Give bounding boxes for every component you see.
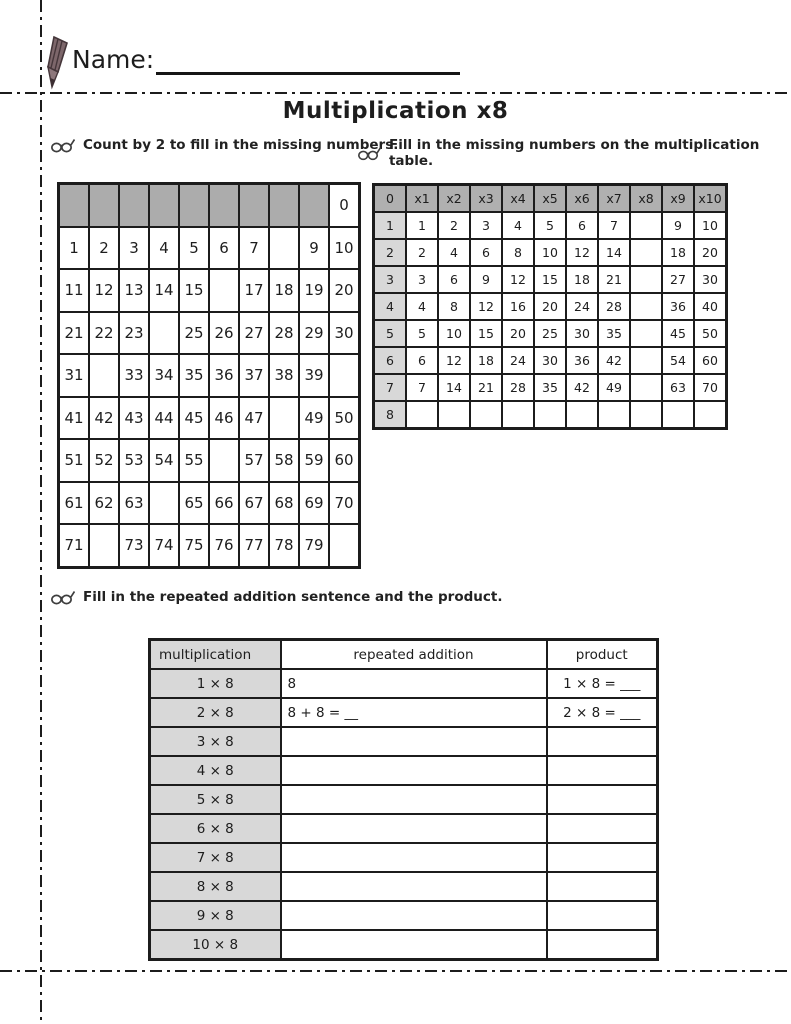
mult-table-product-cell: 42 [598,347,630,374]
ra-table-row [150,727,658,756]
count-grid-number-cell: 75 [179,524,209,567]
mult-table-product-cell: 1 [406,212,438,239]
count-grid-shaded-cell [119,184,149,227]
mult-table-product-cell: 20 [534,293,566,320]
mult-table-product-cell: 15 [534,266,566,293]
ra-table-row [150,930,658,960]
ra-addition-blank-cell[interactable] [281,727,547,756]
mult-table-missing-cell[interactable] [630,320,662,347]
count-grid-number-cell: 46 [209,397,239,440]
count-grid-number-cell: 47 [239,397,269,440]
ra-product-cell: 1 × 8 = ___ [547,669,658,698]
count-grid-shaded-cell [269,184,299,227]
mult-table-product-cell: 28 [598,293,630,320]
mult-table-product-cell: 20 [694,239,727,266]
mult-table-product-cell: 35 [598,320,630,347]
count-grid-number-cell: 65 [179,482,209,525]
mult-table-product-cell: 5 [534,212,566,239]
mult-table-product-cell: 14 [438,374,470,401]
mult-table-header-cell: x5 [534,185,566,213]
count-grid-shaded-cell [59,184,90,227]
mult-table-product-cell: 5 [406,320,438,347]
ra-addition-blank-cell[interactable] [281,756,547,785]
mult-table-product-cell: 30 [566,320,598,347]
multiplication-table [372,183,728,430]
ra-addition-blank-cell[interactable] [281,843,547,872]
mult-table-product-cell: 30 [694,266,727,293]
count-grid-number-cell: 49 [299,397,329,440]
mult-table-missing-cell[interactable] [534,401,566,429]
count-grid-number-cell: 67 [239,482,269,525]
mult-table-missing-cell[interactable] [630,293,662,320]
mult-table-row-label: 3 [374,266,407,293]
mult-table-product-cell: 14 [598,239,630,266]
count-grid-number-cell: 13 [119,269,149,312]
ra-multiplication-cell: 1 × 8 [150,669,281,698]
count-grid-number-cell: 27 [239,312,269,355]
mult-table-instruction: Fill in the missing numbers on the multiplication table. [388,137,760,169]
mult-table-missing-cell[interactable] [630,401,662,429]
count-grid-number-cell: 7 [239,227,269,270]
count-grid-number-cell: 34 [149,354,179,397]
ra-table-row [150,756,658,785]
count-grid-number-cell: 53 [119,439,149,482]
mult-table-product-cell: 36 [566,347,598,374]
mult-table-instruction-row [357,137,791,169]
count-grid-number-cell: 14 [149,269,179,312]
mult-table-product-cell: 6 [406,347,438,374]
count-grid-number-cell: 29 [299,312,329,355]
count-grid-number-cell: 12 [89,269,119,312]
mult-table-missing-cell[interactable] [662,401,694,429]
count-grid-number-cell: 68 [269,482,299,525]
ra-table-row [150,785,658,814]
count-grid-number-cell: 59 [299,439,329,482]
mult-table-product-cell: 54 [662,347,694,374]
glasses-icon [357,145,381,161]
count-grid-number-cell: 36 [209,354,239,397]
mult-table-header-cell: x8 [630,185,662,213]
ra-multiplication-cell: 8 × 8 [150,872,281,901]
count-grid-number-cell: 52 [89,439,119,482]
count-grid-instruction: Count by 2 to fill in the missing numbers. [83,137,399,153]
ra-table-body [150,640,658,960]
ra-table-header-product: product [547,640,658,670]
mult-table-missing-cell[interactable] [630,266,662,293]
mult-table-product-cell: 70 [694,374,727,401]
ra-addition-blank-cell[interactable] [281,785,547,814]
repeated-addition-instruction-row [50,589,502,605]
ra-multiplication-cell: 4 × 8 [150,756,281,785]
count-grid-number-cell: 30 [329,312,360,355]
mult-table-product-cell: 12 [438,347,470,374]
count-grid-body [59,184,360,568]
mult-table-product-cell: 6 [470,239,502,266]
mult-table-product-cell: 16 [502,293,534,320]
count-grid-number-cell: 11 [59,269,90,312]
count-grid-number-cell: 1 [59,227,90,270]
mult-table-body [374,185,727,429]
ra-addition-blank-cell[interactable] [281,901,547,930]
count-grid-number-cell: 74 [149,524,179,567]
bottom-divider-line [0,970,791,972]
page-title: Multiplication x8 [282,98,509,124]
count-grid-number-cell: 43 [119,397,149,440]
ra-table-row [150,669,658,698]
count-grid-number-cell: 71 [59,524,90,567]
count-grid-number-cell: 70 [329,482,360,525]
glasses-icon [50,137,75,153]
mult-table-product-cell: 9 [662,212,694,239]
count-grid-number-cell: 21 [59,312,90,355]
mult-table-product-cell: 49 [598,374,630,401]
count-grid-missing-cell[interactable] [149,482,179,525]
pencil-icon [46,34,72,92]
ra-multiplication-cell: 6 × 8 [150,814,281,843]
count-grid-number-cell: 3 [119,227,149,270]
count-grid-shaded-cell [149,184,179,227]
mult-table-row-label: 4 [374,293,407,320]
ra-addition-blank-cell[interactable] [281,872,547,901]
mult-table-product-cell: 60 [694,347,727,374]
count-grid-number-cell: 62 [89,482,119,525]
count-grid-number-cell: 31 [59,354,90,397]
mult-table-product-cell: 50 [694,320,727,347]
count-grid-number-cell: 41 [59,397,90,440]
ra-product-blank-cell[interactable] [547,872,658,901]
ra-table-header-repeated-addition: repeated addition [281,640,547,670]
count-grid-number-cell: 6 [209,227,239,270]
mult-table-product-cell: 2 [406,239,438,266]
count-grid-number-cell: 18 [269,269,299,312]
mult-table-missing-cell[interactable] [630,239,662,266]
count-grid-number-cell: 54 [149,439,179,482]
name-label: Name: [72,45,155,74]
count-grid-number-cell: 60 [329,439,360,482]
count-grid-number-cell: 35 [179,354,209,397]
mult-table-row-label: 8 [374,401,407,429]
count-grid-number-cell: 4 [149,227,179,270]
ra-table-row [150,698,658,727]
ra-table-row [150,901,658,930]
count-grid-missing-cell[interactable] [89,524,119,567]
count-grid-number-cell: 37 [239,354,269,397]
mult-table-product-cell: 8 [502,239,534,266]
glasses-icon [50,589,75,605]
count-grid-number-cell: 73 [119,524,149,567]
count-grid-number-cell: 69 [299,482,329,525]
count-grid-missing-cell[interactable] [209,269,239,312]
mult-table-row-label: 5 [374,320,407,347]
count-grid-number-cell: 55 [179,439,209,482]
count-grid-number-cell: 10 [329,227,360,270]
ra-product-blank-cell[interactable] [547,814,658,843]
mult-table-header-cell: 0 [374,185,407,213]
mult-table-header-cell: x4 [502,185,534,213]
ra-multiplication-cell: 10 × 8 [150,930,281,960]
mult-table-product-cell: 63 [662,374,694,401]
ra-multiplication-cell: 2 × 8 [150,698,281,727]
count-by-grid [57,182,361,569]
mult-table-product-cell: 36 [662,293,694,320]
count-grid-number-cell: 42 [89,397,119,440]
mult-table-product-cell: 18 [662,239,694,266]
count-grid-number-cell: 44 [149,397,179,440]
mult-table-missing-cell[interactable] [630,212,662,239]
mult-table-missing-cell[interactable] [566,401,598,429]
mult-table-product-cell: 35 [534,374,566,401]
count-grid-number-cell: 61 [59,482,90,525]
mult-table-header-cell: x9 [662,185,694,213]
count-grid-missing-cell[interactable] [269,397,299,440]
count-grid-number-cell: 57 [239,439,269,482]
count-grid-number-cell: 9 [299,227,329,270]
mult-table-row-label: 7 [374,374,407,401]
mult-table-product-cell: 27 [662,266,694,293]
mult-table-product-cell: 20 [502,320,534,347]
count-grid-missing-cell[interactable] [209,439,239,482]
ra-product-blank-cell[interactable] [547,843,658,872]
mult-table-product-cell: 8 [438,293,470,320]
count-grid-number-cell: 15 [179,269,209,312]
mult-table-header-cell: x7 [598,185,630,213]
name-row [72,44,460,75]
mult-table-product-cell: 7 [406,374,438,401]
ra-multiplication-cell: 7 × 8 [150,843,281,872]
ra-addition-blank-cell[interactable] [281,930,547,960]
ra-table-row [150,814,658,843]
count-grid-number-cell: 45 [179,397,209,440]
left-margin-line [40,0,42,1024]
count-grid-number-cell: 58 [269,439,299,482]
mult-table-header-cell: x2 [438,185,470,213]
mult-table-header-cell: x6 [566,185,598,213]
mult-table-product-cell: 18 [566,266,598,293]
count-grid-number-cell: 63 [119,482,149,525]
count-grid-number-cell: 5 [179,227,209,270]
count-grid-number-cell: 39 [299,354,329,397]
mult-table-product-cell: 21 [598,266,630,293]
count-grid-missing-cell[interactable] [269,227,299,270]
mult-table-product-cell: 18 [470,347,502,374]
mult-table-product-cell: 4 [406,293,438,320]
count-grid-number-cell: 2 [89,227,119,270]
repeated-addition-instruction: Fill in the repeated addition sentence and the product. [83,589,503,605]
mult-table-missing-cell[interactable] [502,401,534,429]
mult-table-missing-cell[interactable] [598,401,630,429]
mult-table-product-cell: 10 [438,320,470,347]
ra-product-blank-cell[interactable] [547,901,658,930]
count-grid-shaded-cell [239,184,269,227]
mult-table-header-cell: x3 [470,185,502,213]
count-grid-number-cell: 22 [89,312,119,355]
mult-table-product-cell: 4 [502,212,534,239]
name-blank-line[interactable] [156,44,460,75]
mult-table-missing-cell[interactable] [694,401,727,429]
mult-table-product-cell: 3 [406,266,438,293]
count-grid-number-cell: 33 [119,354,149,397]
count-grid-shaded-cell [179,184,209,227]
ra-table-row [150,872,658,901]
repeated-addition-table [148,638,659,961]
mult-table-product-cell: 25 [534,320,566,347]
mult-table-product-cell: 15 [470,320,502,347]
count-grid-missing-cell[interactable] [329,354,360,397]
mult-table-header-cell: x10 [694,185,727,213]
mult-table-row-label: 6 [374,347,407,374]
count-grid-number-cell: 20 [329,269,360,312]
mult-table-product-cell: 45 [662,320,694,347]
count-grid-missing-cell[interactable] [89,354,119,397]
count-grid-instruction-row [50,137,398,153]
top-divider-line [0,92,791,94]
ra-addition-blank-cell[interactable] [281,814,547,843]
count-grid-number-cell: 26 [209,312,239,355]
ra-product-cell: 2 × 8 = ___ [547,698,658,727]
count-grid-number-cell: 25 [179,312,209,355]
count-grid-number-cell: 51 [59,439,90,482]
ra-multiplication-cell: 5 × 8 [150,785,281,814]
mult-table-row-label: 1 [374,212,407,239]
mult-table-product-cell: 30 [534,347,566,374]
count-grid-number-cell: 66 [209,482,239,525]
mult-table-product-cell: 7 [598,212,630,239]
mult-table-missing-cell[interactable] [406,401,438,429]
mult-table-header-cell: x1 [406,185,438,213]
mult-table-product-cell: 24 [502,347,534,374]
count-grid-number-cell: 50 [329,397,360,440]
count-grid-shaded-cell [299,184,329,227]
mult-table-missing-cell[interactable] [438,401,470,429]
ra-product-blank-cell[interactable] [547,756,658,785]
ra-multiplication-cell: 9 × 8 [150,901,281,930]
count-grid-shaded-cell [209,184,239,227]
mult-table-product-cell: 21 [470,374,502,401]
ra-addition-cell: 8 + 8 = __ [281,698,547,727]
mult-table-product-cell: 3 [470,212,502,239]
mult-table-missing-cell[interactable] [470,401,502,429]
mult-table-product-cell: 9 [470,266,502,293]
count-grid-start-cell: 0 [329,184,360,227]
count-grid-number-cell: 78 [269,524,299,567]
mult-table-product-cell: 2 [438,212,470,239]
count-grid-number-cell: 19 [299,269,329,312]
ra-addition-cell: 8 [281,669,547,698]
mult-table-missing-cell[interactable] [630,374,662,401]
mult-table-missing-cell[interactable] [630,347,662,374]
ra-multiplication-cell: 3 × 8 [150,727,281,756]
count-grid-missing-cell[interactable] [149,312,179,355]
count-grid-number-cell: 28 [269,312,299,355]
count-grid-number-cell: 23 [119,312,149,355]
count-grid-number-cell: 17 [239,269,269,312]
count-grid-number-cell: 79 [299,524,329,567]
ra-table-row [150,843,658,872]
count-grid-shaded-cell [89,184,119,227]
mult-table-product-cell: 40 [694,293,727,320]
mult-table-product-cell: 42 [566,374,598,401]
count-grid-number-cell: 76 [209,524,239,567]
mult-table-product-cell: 28 [502,374,534,401]
mult-table-product-cell: 12 [566,239,598,266]
count-grid-number-cell: 38 [269,354,299,397]
mult-table-product-cell: 10 [534,239,566,266]
mult-table-row-label: 2 [374,239,407,266]
mult-table-product-cell: 6 [566,212,598,239]
count-grid-missing-cell[interactable] [329,524,360,567]
ra-table-header-multiplication: multiplication [150,640,281,670]
mult-table-product-cell: 12 [502,266,534,293]
ra-product-blank-cell[interactable] [547,930,658,960]
mult-table-product-cell: 24 [566,293,598,320]
mult-table-product-cell: 10 [694,212,727,239]
count-grid-number-cell: 77 [239,524,269,567]
mult-table-product-cell: 6 [438,266,470,293]
mult-table-product-cell: 4 [438,239,470,266]
ra-product-blank-cell[interactable] [547,785,658,814]
mult-table-product-cell: 12 [470,293,502,320]
ra-product-blank-cell[interactable] [547,727,658,756]
